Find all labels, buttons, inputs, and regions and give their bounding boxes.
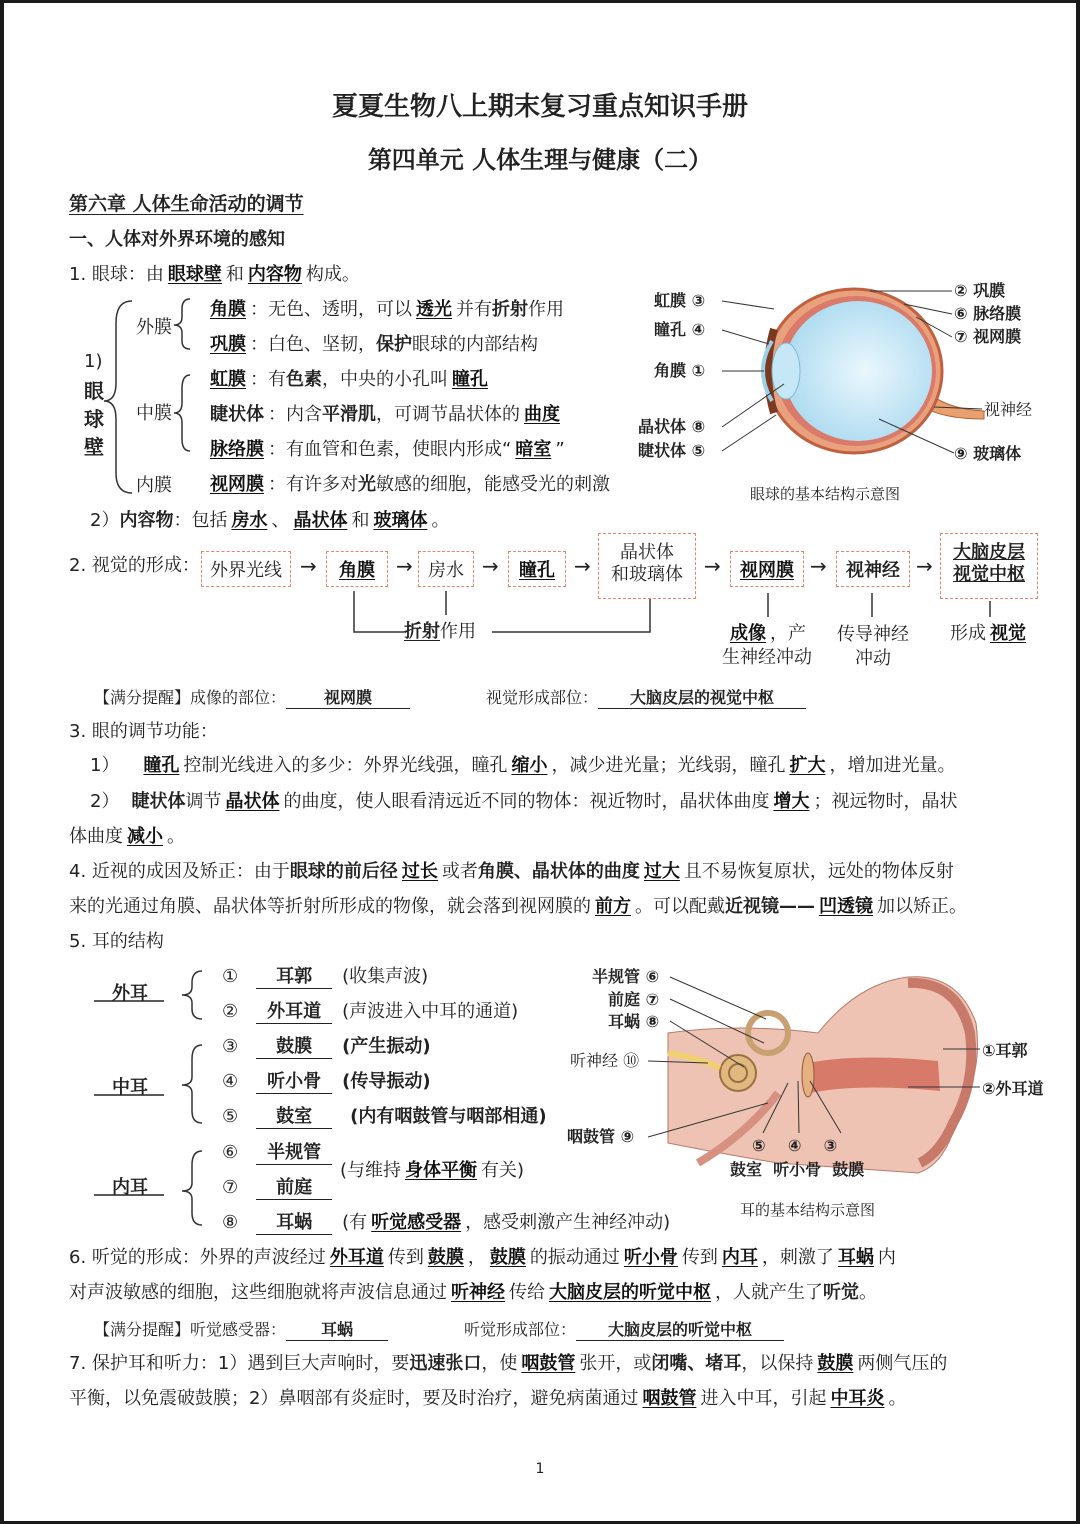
eye-contents-row: 2）内容物：包括 房水 、 晶状体 和 玻璃体 。 — [90, 510, 450, 531]
ear-label-vestibule: 前庭 ⑦ — [608, 990, 660, 1009]
cornea-row: 角膜 ：无色、透明，可以 透光 并有折射作用 — [210, 299, 564, 320]
transmit-note: 传导神经 冲动 — [837, 624, 909, 669]
outer-ear-label: 外耳 — [112, 983, 148, 1004]
myopia-row-2: 来的光通过角膜、晶状体等折射所形成的物像，就会落到视网膜的 前方 。可以配戴近视镜—— 凹透镜 加以矫正。 — [69, 896, 967, 917]
adjust-ciliary-row-cont: 体曲度 减小 。 — [69, 826, 185, 847]
ear-label-eustachian: 咽鼓管 ⑨ — [567, 1127, 635, 1146]
flow-arrow: → — [396, 554, 413, 578]
ear-item-tympanic-cavity: ⑤ 鼓室 (内有咽鼓管与咽部相通) — [222, 1106, 547, 1127]
form-vision-note: 形成 视觉 — [950, 623, 1026, 644]
balance-note: (与维持 身体平衡 有关) — [340, 1160, 525, 1181]
eyeball-wall-char1: 眼 — [84, 379, 104, 403]
vitreous-shape — [784, 301, 932, 441]
iris-row: 虹膜 ：有色素，中央的小孔叫 瞳孔 — [210, 369, 488, 390]
flow-arrow: → — [482, 554, 499, 578]
chapter-heading: 第六章 人体生命活动的调节 — [69, 193, 304, 215]
retina-row: 视网膜 ：有许多对光敏感的细胞，能感受光的刺激 — [210, 474, 610, 495]
eye-label-pupil: 瞳孔 ④ — [654, 320, 706, 339]
middle-ear-label: 中耳 — [112, 1077, 148, 1098]
ear-label-nerve: 听神经 ⑩ — [570, 1051, 640, 1070]
ear-item-cochlea: ⑧ 耳蜗 (有 听觉感受器 ，感受刺激产生神经冲动) — [222, 1212, 671, 1233]
ear-item-ossicles: ④ 听小骨 (传导振动) — [222, 1071, 431, 1092]
imaging-note-2: 生神经冲动 — [722, 647, 812, 668]
flow-arrow: → — [704, 554, 721, 578]
imaging-note-1: 成像 ，产 — [730, 623, 806, 644]
cochlea-shape — [720, 1055, 756, 1091]
page-number: 1 — [535, 1461, 545, 1477]
flow-box-lens-vitreous: 晶状体 和玻璃体 — [598, 533, 696, 599]
adjust-heading: 3. 眼的调节功能： — [69, 721, 218, 742]
ear-item-auricle: ① 耳郭 (收集声波) — [222, 966, 429, 987]
choroid-row: 脉络膜 ：有血管和色素，使眼内形成“ 暗室 ” — [210, 439, 565, 460]
flow-box-aqueous: 房水 — [418, 551, 474, 587]
ear-label-cochlea: 耳蜗 ⑧ — [608, 1012, 660, 1031]
unit-subtitle: 第四单元 人体生理与健康（二） — [367, 146, 713, 174]
inner-layer-label: 内膜 — [136, 475, 172, 496]
adjust-pupil-row: 1） 瞳孔 控制光线进入的多少：外界光线强，瞳孔 缩小 ，减少进光量；光线弱，瞳孔 扩大 ，增加进光量。 — [90, 755, 956, 776]
eye-label-vitreous: ⑨ 玻璃体 — [954, 444, 1022, 463]
flow-box-light: 外界光线 — [201, 551, 291, 587]
flow-box-visual-cortex: 大脑皮层 视觉中枢 — [940, 533, 1038, 599]
ear-label-canal: ②外耳道 — [982, 1079, 1044, 1098]
eyeball-wall-char2: 球 — [84, 407, 104, 431]
vision-label: 2. 视觉的形成： — [69, 555, 200, 576]
hearing-row-1: 6. 听觉的形成：外界的声波经过 外耳道 传到 鼓膜 ， 鼓膜 的振动通过 听小骨 传到 内耳 ，刺激了 耳蜗 内 — [69, 1247, 896, 1268]
eyeball-wall-num: 1) — [84, 351, 103, 372]
middle-layer-label: 中膜 — [136, 403, 172, 424]
eye-diagram-caption: 眼球的基本结构示意图 — [750, 485, 901, 503]
eye-label-ciliary: 睫状体 ⑤ — [638, 441, 706, 460]
eye-label-sclera: ② 巩膜 — [954, 281, 1006, 300]
eye-label-retina: ⑦ 视网膜 — [954, 327, 1022, 346]
protect-row-1: 7. 保护耳和听力：1）遇到巨大声响时，要迅速张口，使 咽鼓管 张开，或闭嘴、堵耳，以保持 鼓膜 两侧气压的 — [69, 1353, 948, 1374]
eye-label-lens: 晶状体 ⑧ — [638, 417, 706, 436]
eye-label-optic-nerve: 视神经 — [984, 400, 1033, 419]
tip-hearing: 【满分提醒】听觉感受器： 耳蜗 听觉形成部位： 大脑皮层的听觉中枢 — [94, 1317, 784, 1341]
outer-layer-label: 外膜 — [136, 317, 172, 338]
myopia-row-1: 4. 近视的成因及矫正：由于眼球的前后径 过长 或者角膜、晶状体的曲度 过大 且不易恢复原状，远处的物体反射 — [69, 861, 954, 882]
page-title: 夏夏生物八上期末复习重点知识手册 — [331, 92, 748, 122]
ear-item-eardrum: ③ 鼓膜 (产生振动) — [222, 1036, 431, 1057]
protect-row-2: 平衡，以免震破鼓膜；2）鼻咽部有炎症时，要及时治疗，避免病菌通过 咽鼓管 进入中耳，引起 中耳炎 。 — [69, 1388, 907, 1409]
refraction-note: 折射作用 — [404, 621, 476, 642]
ear-label-names: 鼓室 听小骨 鼓膜 — [730, 1160, 865, 1179]
eye-label-iris: 虹膜 ③ — [654, 291, 706, 310]
inner-ear-label: 内耳 — [112, 1177, 148, 1198]
ear-item-canal: ② 外耳道 (声波进入中耳的通道) — [222, 1001, 519, 1022]
eardrum-shape — [802, 1053, 814, 1097]
eyeball-intro: 1. 眼球：由 眼球壁 和 内容物 构成。 — [69, 264, 360, 285]
ear-heading: 5. 耳的结构 — [69, 931, 164, 952]
hearing-row-2: 对声波敏感的细胞，这些细胞就将声波信息通过 听神经 传给 大脑皮层的听觉中枢 ，人就产生了听觉。 — [69, 1282, 877, 1303]
tip-vision: 【满分提醒】成像的部位： 视网膜 视觉形成部位： 大脑皮层的视觉中枢 — [94, 685, 806, 709]
eyeball-wall-char3: 壁 — [84, 435, 104, 459]
ear-diagram-caption: 耳的基本结构示意图 — [740, 1201, 876, 1219]
flow-arrow: → — [574, 554, 591, 578]
document-page — [4, 3, 1076, 1521]
ear-label-semicircular: 半规管 ⑥ — [592, 967, 660, 986]
ear-label-auricle: ①耳郭 — [982, 1041, 1028, 1060]
flow-box-cornea: 角膜 — [326, 551, 388, 587]
ciliary-row: 睫状体 ：内含平滑肌，可调节晶状体的 曲度 — [210, 404, 560, 425]
lens-shape — [772, 343, 800, 399]
adjust-ciliary-row: 2） 睫状体调节 晶状体 的曲度，使人眼看清远近不同的物体：视近物时，晶状体曲度 增大 ；视远物时，晶状 — [90, 791, 958, 812]
eye-label-cornea: 角膜 ① — [654, 361, 706, 380]
flow-box-optic-nerve: 视神经 — [836, 551, 910, 587]
flow-arrow: → — [300, 554, 317, 578]
section-heading: 一、人体对外界环境的感知 — [69, 229, 285, 250]
flow-arrow: → — [916, 554, 933, 578]
ear-label-numbers: ⑤ ④ ③ — [752, 1136, 838, 1155]
flow-arrow: → — [810, 554, 827, 578]
eye-label-choroid: ⑥ 脉络膜 — [954, 304, 1022, 323]
flow-box-retina: 视网膜 — [730, 551, 804, 587]
sclera-row: 巩膜 ：白色、坚韧，保护眼球的内部结构 — [210, 334, 538, 355]
ear-item-vestibule: ⑦ 前庭 — [222, 1177, 342, 1200]
ear-item-semicircular: ⑥ 半规管 — [222, 1142, 342, 1165]
flow-box-pupil: 瞳孔 — [508, 551, 566, 587]
